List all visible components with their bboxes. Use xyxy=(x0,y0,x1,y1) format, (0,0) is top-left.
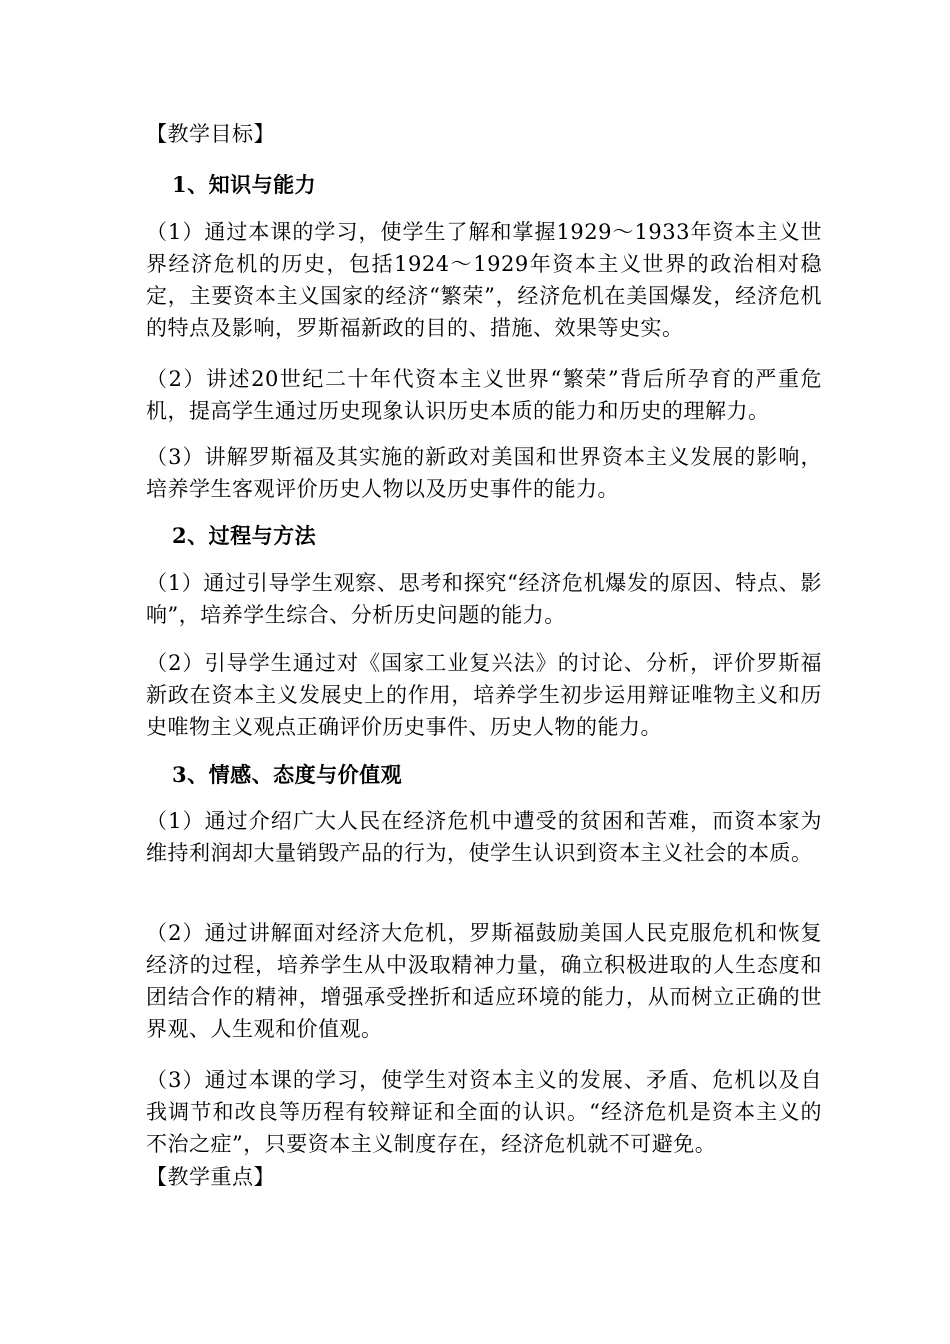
paragraph-process-2: （2）引导学生通过对《国家工业复兴法》的讨论、分析，评价罗斯福新政在资本主义发展史上的作用，培养学生初步运用辩证唯物主义和历史唯物主义观点正确评价历史事件、历史人物的能力。 xyxy=(146,651,822,739)
paragraph-emotion-2: （2）通过讲解面对经济大危机，罗斯福鼓励美国人民克服危机和恢复经济的过程，培养学生从中汲取精神力量，确立积极进取的人生态度和团结合作的精神，增强承受挫折和适应环境的能力，从而树立正确的世界观、人生观和价值观。 xyxy=(146,921,822,1041)
paragraph-emotion-1: （1）通过介绍广大人民在经济危机中遭受的贫困和苦难，而资本家为维持利润却大量销毁产品的行为，使学生认识到资本主义社会的本质。 xyxy=(146,809,822,865)
paragraph-knowledge-2: （2）讲述20世纪二十年代资本主义世界“繁荣”背后所孕育的严重危机，提高学生通过历史现象认识历史本质的能力和历史的理解力。 xyxy=(146,367,822,423)
paragraph-emotion-3: （3）通过本课的学习，使学生对资本主义的发展、矛盾、危机以及自我调节和改良等历程有较辩证和全面的认识。“经济危机是资本主义的不治之症”，只要资本主义制度存在，经济危机就不可避免。 xyxy=(146,1068,822,1156)
heading-emotion-values: 3、情感、态度与价值观 xyxy=(172,762,403,787)
section-title-goals: 【教学目标】 xyxy=(146,122,275,146)
section-title-key-points: 【教学重点】 xyxy=(146,1165,275,1189)
paragraph-knowledge-1: （1）通过本课的学习，使学生了解和掌握1929～1933年资本主义世界经济危机的历史，包括1924～1929年资本主义世界的政治相对稳定，主要资本主义国家的经济“繁荣”，经济危机在美国爆发，经济危机的特点及影响，罗斯福新政的目的、措施、效果等史实。 xyxy=(146,220,822,340)
heading-process-method: 2、过程与方法 xyxy=(172,523,317,548)
heading-knowledge-ability: 1、知识与能力 xyxy=(172,172,317,197)
paragraph-knowledge-3: （3）讲解罗斯福及其实施的新政对美国和世界资本主义发展的影响，培养学生客观评价历史人物以及历史事件的能力。 xyxy=(146,445,822,501)
paragraph-process-1: （1）通过引导学生观察、思考和探究“经济危机爆发的原因、特点、影响”，培养学生综合、分析历史问题的能力。 xyxy=(146,571,822,627)
